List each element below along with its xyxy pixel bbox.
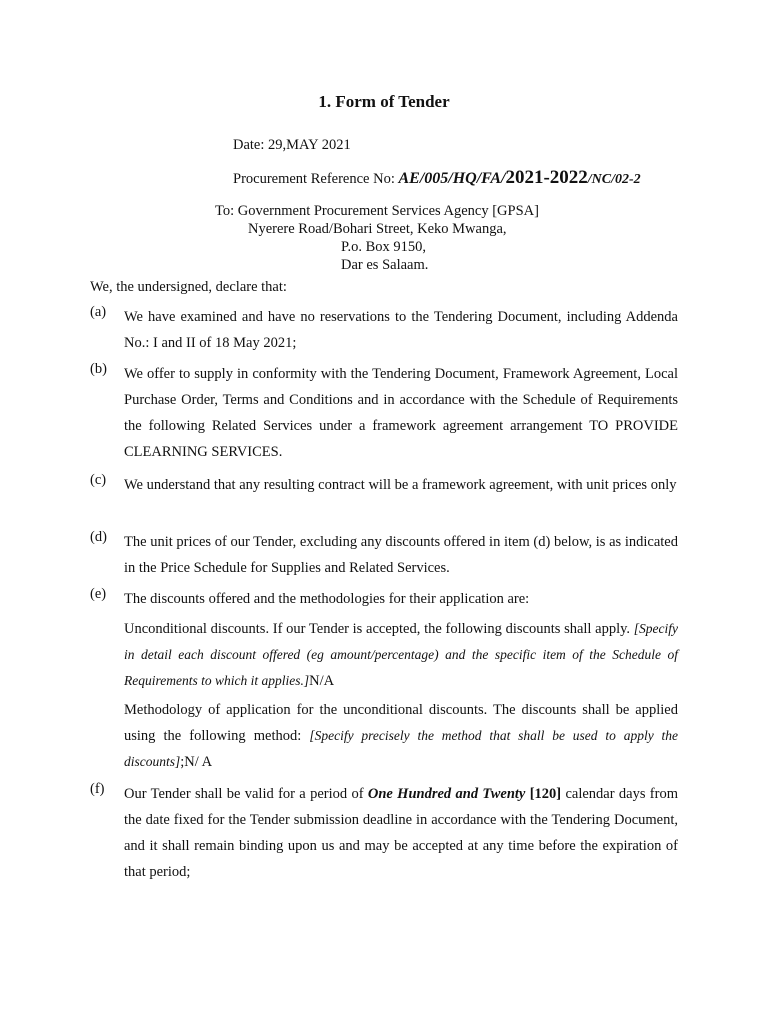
clause-text: We offer to supply in conformity with the Tendering Document, Framework Agreement, Local Purchase Order, Terms and Conditions and in accordance with the Schedule of Requirements the following Related Services under a framework agreement arrangement TO PROVIDE CLEARNING SERVICES. (124, 366, 678, 460)
clause-label: (b) (90, 361, 107, 377)
address-line-1: Nyerere Road/Bohari Street, Keko Mwanga, (248, 221, 507, 237)
validity-period-words: One Hundred and Twenty (367, 786, 526, 802)
clause-text: The discounts offered and the methodologies for their application are: (124, 591, 530, 607)
validity-period-number: [120] (525, 786, 562, 802)
reference-label: Procurement Reference No: (233, 171, 399, 187)
address-line-2: P.o. Box 9150, (341, 239, 427, 255)
clause-label: (f) (90, 781, 105, 797)
clause-text: We understand that any resulting contract will be a framework agreement, with unit prices only (124, 477, 677, 493)
methodology-instruction: [Specify precisely the method that shall be used to apply the discounts] (124, 728, 679, 769)
clause-b (90, 361, 678, 465)
date-line: Date: 29,MAY 2021 (233, 137, 351, 153)
clause-e (90, 586, 678, 612)
reference-code-suffix: /NC/02-2 (587, 172, 641, 187)
recipient-line: To: Government Procurement Services Agency [GPSA] (215, 203, 539, 219)
intro-statement: We, the undersigned, declare that: (90, 279, 287, 295)
discounts-value: N/A (309, 673, 335, 689)
methodology-text: Methodology of application for the unconditional discounts. The discounts shall be applied using the following method: (124, 702, 678, 744)
clause-text (124, 781, 678, 885)
clause-label: (d) (90, 529, 107, 545)
reference-code-prefix: AE/005/HQ/FA/ (398, 170, 506, 187)
discounts-instruction: [Specify in detail each discount offered (eg amount/percentage) and the specific item of the Schedule of Requirements to which it applies.] (124, 621, 678, 688)
discounts-text: Unconditional discounts. If our Tender is accepted, the following discounts shall apply. (124, 621, 634, 637)
address-line-3: Dar es Salaam. (341, 257, 429, 273)
clause-c (90, 472, 678, 498)
discount-methodology-paragraph (124, 697, 678, 775)
validity-text-end: calendar days from the date fixed for the Tender submission deadline in accordance with the Tendering Document, and it shall remain binding upon us and may be accepted at any time before the expiration of that period; (124, 786, 678, 880)
clause-label: (a) (90, 304, 107, 320)
methodology-value: ;N/ A (180, 754, 213, 770)
clause-text: The unit prices of our Tender, excluding any discounts offered in item (d) below, is as indicated in the Price Schedule for Supplies and Related Services. (124, 534, 678, 576)
clause-a (90, 304, 678, 356)
page-title: 1. Form of Tender (318, 92, 450, 111)
clause-label: (e) (90, 586, 107, 602)
clause-f (90, 781, 678, 885)
unconditional-discounts-paragraph (124, 616, 678, 694)
clause-label: (c) (90, 472, 107, 488)
validity-text-start: Our Tender shall be valid for a period of (124, 786, 368, 802)
clause-d (90, 529, 678, 581)
clause-text: We have examined and have no reservations to the Tendering Document, including Addenda No.: I and II of 18 May 2021; (124, 309, 678, 351)
procurement-reference (233, 167, 641, 189)
reference-code-year: 2021-2022 (505, 167, 588, 188)
